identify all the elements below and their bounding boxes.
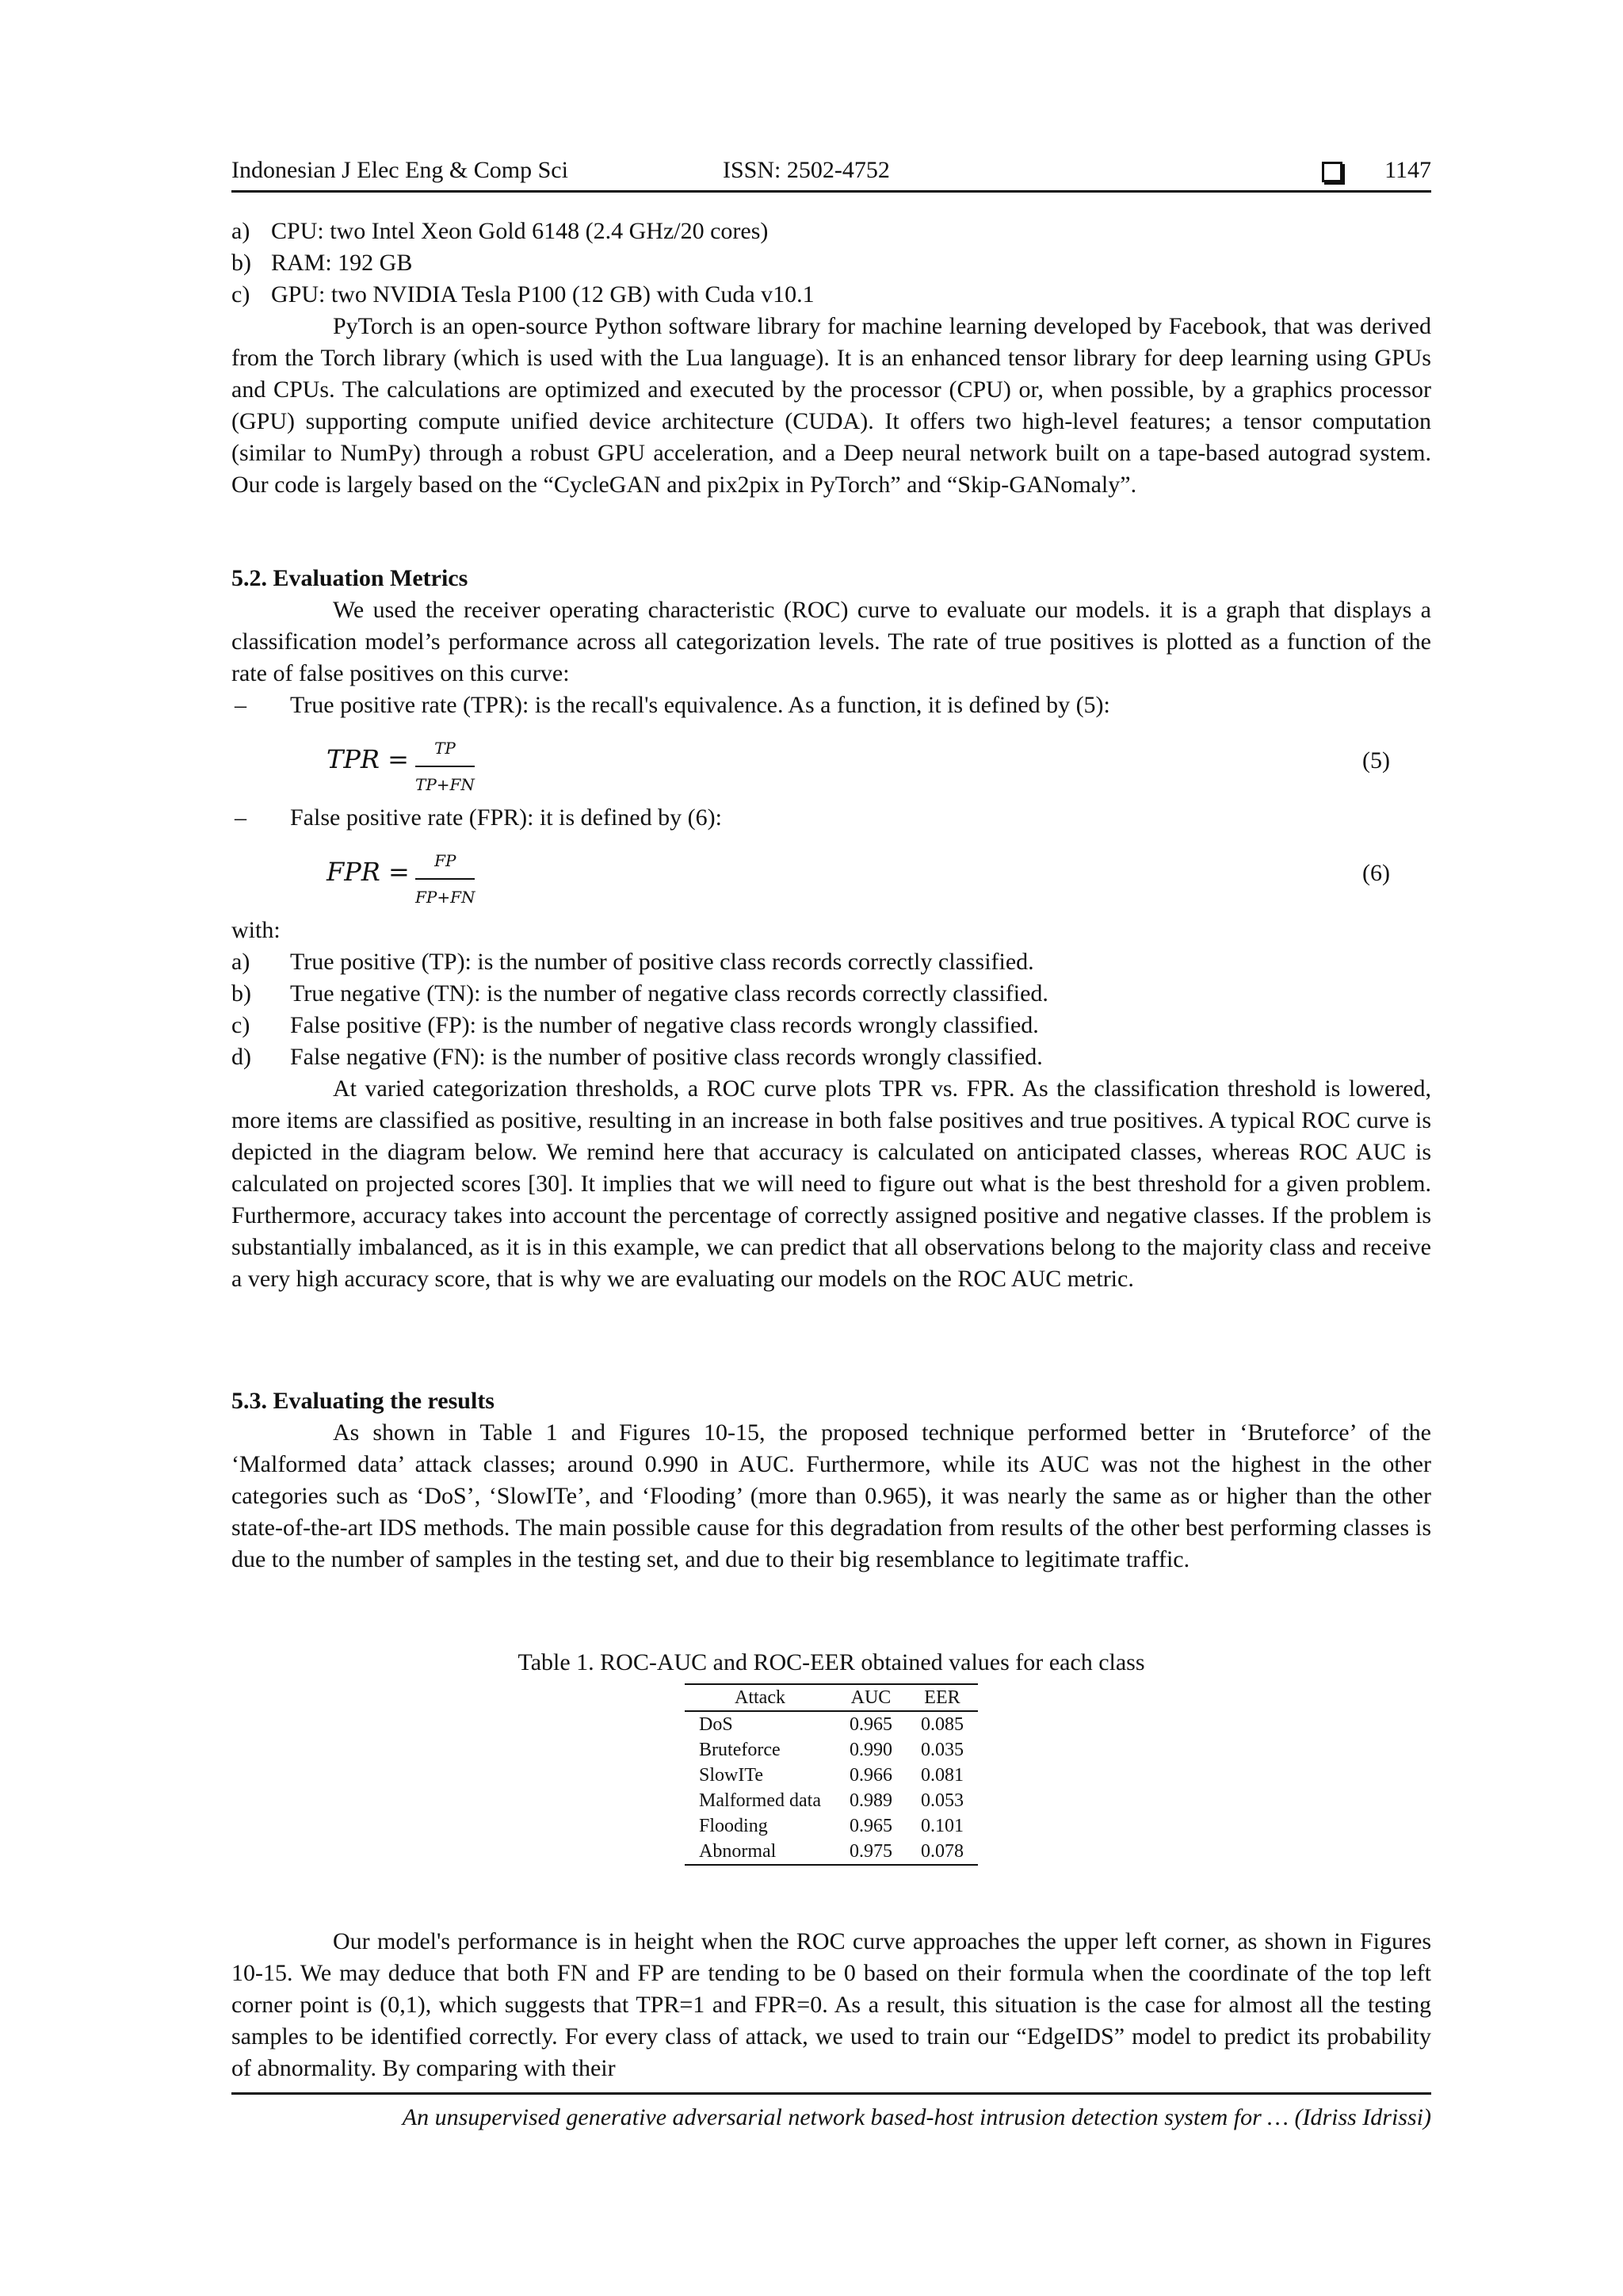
results-table: [685, 1683, 978, 1866]
table-row: SlowITe 0.966 0.081: [699, 1765, 964, 1786]
eq6-fraction: $\frac{FP}{FP+FN}$: [415, 845, 475, 913]
list-item: c) False positive (FP): is the number of negative class records wrongly classified.: [231, 1012, 1039, 1038]
table-row: Malformed data 0.989 0.053: [699, 1790, 964, 1811]
issn: ISSN: 2502-4752: [723, 157, 890, 183]
list-item: d) False negative (FN): is the number of positive class records wrongly classified.: [231, 1044, 1043, 1070]
list-item: c) GPU: two NVIDIA Tesla P100 (12 GB) with Cuda v10.1: [231, 281, 815, 308]
results-paragraph: As shown in Table 1 and Figures 10-15, the proposed technique performed better in ‘Bruteforce’ of the ‘Malformed data’ attack classes; around 0.990 in AUC. Furthermore, while its AUC was not the highest in the other categories such as ‘DoS’, ‘SlowITe’, and ‘Flooding’ (more than 0.965), it was nearly the same as or higher than the other state-of-the-art IDS methods. The main possible cause for this degradation from results of the other best performing classes is due to the number of samples in the testing set, and due to their big resemblance to legitimate traffic.: [231, 1419, 1431, 1572]
section-title: 5.2. Evaluation Metrics: [231, 565, 468, 591]
section-5-3: [231, 1385, 1431, 1576]
section-title: 5.3. Evaluating the results: [231, 1388, 495, 1414]
metrics-intro: We used the receiver operating characteristic (ROC) curve to evaluate our models. it is a graph that displays a classification model’s performance across all categorization levels. The rate of true positives is plotted as a function of the rate of false positives on this curve:: [231, 597, 1431, 686]
table-row: Abnormal 0.975 0.078: [685, 1839, 978, 1865]
section-5-2: [231, 563, 1431, 1295]
closing-section: [231, 1926, 1431, 2084]
col-auc-header: AUC: [835, 1684, 907, 1711]
eq5-lhs: TPR =: [327, 744, 409, 774]
equation-5: [231, 729, 1431, 794]
journal-name: Indonesian J Elec Eng & Comp Sci: [231, 157, 568, 183]
fpr-bullet: – False positive rate (FPR): it is defined by (6):: [235, 804, 722, 831]
equation-6: [231, 842, 1431, 907]
table-row: DoS 0.965 0.085: [699, 1714, 964, 1735]
page-footer: An unsupervised generative adversarial network based-host intrusion detection system for … (Idriss Idrissi): [231, 2092, 1431, 2131]
table-caption: Table 1. ROC-AUC and ROC-EER obtained values for each class: [517, 1649, 1145, 1675]
table-header-row: [685, 1684, 978, 1711]
page-header: [231, 155, 1431, 193]
with-label: with:: [231, 917, 281, 943]
tpr-bullet: – True positive rate (TPR): is the recall's equivalence. As a function, it is defined by (5):: [235, 692, 1110, 718]
list-item: a) True positive (TP): is the number of positive class records correctly classified.: [231, 949, 1034, 975]
closing-paragraph: Our model's performance is in height when the ROC curve approaches the upper left corner, as shown in Figures 10-15. We may deduce that both FN and FP are tending to be 0 based on their formula when the coordinate of the top left corner point is (0,1), which suggests that TPR=1 and FPR=0. As a result, this situation is the case for almost all the testing samples to be identified correctly. For every class of attack, we used to train our “EdgeIDS” model to predict its probability of abnormality. By comparing with their: [231, 1928, 1431, 2081]
table-row: Bruteforce 0.990 0.035: [699, 1740, 964, 1760]
hardware-list: [231, 216, 1431, 501]
eq5-fraction: $\frac{TP}{TP+FN}$: [415, 732, 475, 800]
pytorch-paragraph: PyTorch is an open-source Python software library for machine learning developed by Facebook, that was derived from the Torch library (which is used with the Lua language). It is an enhanced tensor library for deep learning using GPUs and CPUs. The calculations are optimized and executed by the processor (CPU) or, when possible, by a graphics processor (GPU) supporting compute unified device architecture (CUDA). It offers two high-level features; a tensor computation (similar to NumPy) through a robust GPU acceleration, and a Deep neural network built on a tape-based autograd system. Our code is largely based on the “CycleGAN and pix2pix in PyTorch” and “Skip-GANomaly”.: [231, 313, 1431, 498]
table-1: [231, 1647, 1431, 1866]
list-item: a) CPU: two Intel Xeon Gold 6148 (2.4 GHz/20 cores): [231, 218, 769, 244]
roc-paragraph: At varied categorization thresholds, a ROC curve plots TPR vs. FPR. As the classification threshold is lowered, more items are classified as positive, resulting in an increase in both false positives and true positives. A typical ROC curve is depicted in the diagram below. We remind here that accuracy is calculated on anticipated classes, whereas ROC AUC is calculated on projected scores [30]. It implies that we will need to figure out what is the best threshold for a given problem. Furthermore, accuracy takes into account the percentage of correctly assigned positive and negative classes. If the problem is substantially imbalanced, as it is in this example, we can predict that all observations belong to the majority class and receive a very high accuracy score, that is why we are evaluating our models on the ROC AUC metric.: [231, 1075, 1431, 1292]
table-row: Flooding 0.965 0.101: [699, 1816, 964, 1836]
list-item: b) RAM: 192 GB: [231, 250, 413, 276]
list-item: b) True negative (TN): is the number of negative class records correctly classified.: [231, 980, 1048, 1007]
page-number: 1147: [1384, 157, 1431, 183]
col-attack-header: Attack: [685, 1684, 835, 1711]
eq6-lhs: FPR =: [327, 857, 410, 887]
col-eer-header: EER: [907, 1684, 978, 1711]
checkbox-square-icon: [1322, 162, 1342, 182]
eq6-number: (6): [1362, 860, 1390, 886]
eq5-number: (5): [1362, 747, 1390, 774]
